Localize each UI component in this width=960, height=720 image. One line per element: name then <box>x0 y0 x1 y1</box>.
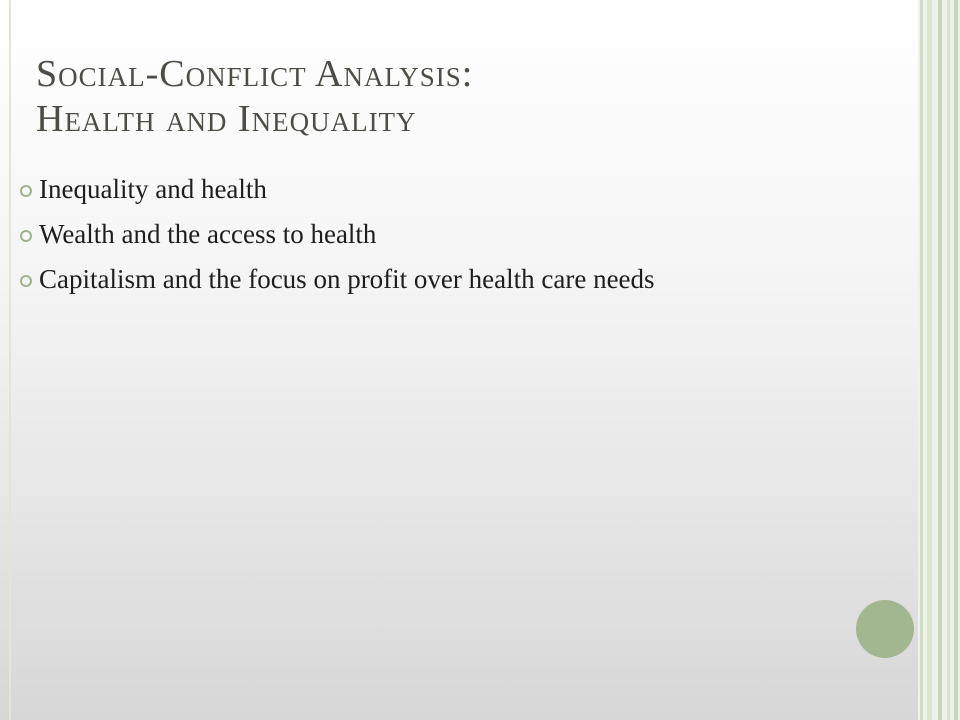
bullet-item <box>18 217 818 252</box>
bullet-list <box>18 172 818 307</box>
left-border-line <box>9 0 11 720</box>
green-circle-icon <box>856 600 914 658</box>
circle-bullet-icon <box>20 185 32 197</box>
decorative-stripe <box>938 0 942 720</box>
slide-title <box>36 52 896 142</box>
decorative-stripe <box>947 0 950 720</box>
bullet-text: Inequality and health <box>39 174 267 204</box>
circle-bullet-icon <box>20 230 32 242</box>
right-decorative-stripes <box>918 0 960 720</box>
circle-bullet-icon <box>20 275 32 287</box>
bullet-item <box>18 262 818 297</box>
decorative-stripe <box>954 0 958 720</box>
bullet-item <box>18 172 818 207</box>
decorative-stripe <box>927 0 932 720</box>
bullet-text: Wealth and the access to health <box>39 219 377 249</box>
bullet-text: Capitalism and the focus on profit over health care needs <box>39 264 655 294</box>
decorative-stripe <box>920 0 923 720</box>
slide-title-line-1: Social-Conflict Analysis: <box>36 53 474 95</box>
slide-title-line-2: Health and Inequality <box>36 98 417 140</box>
